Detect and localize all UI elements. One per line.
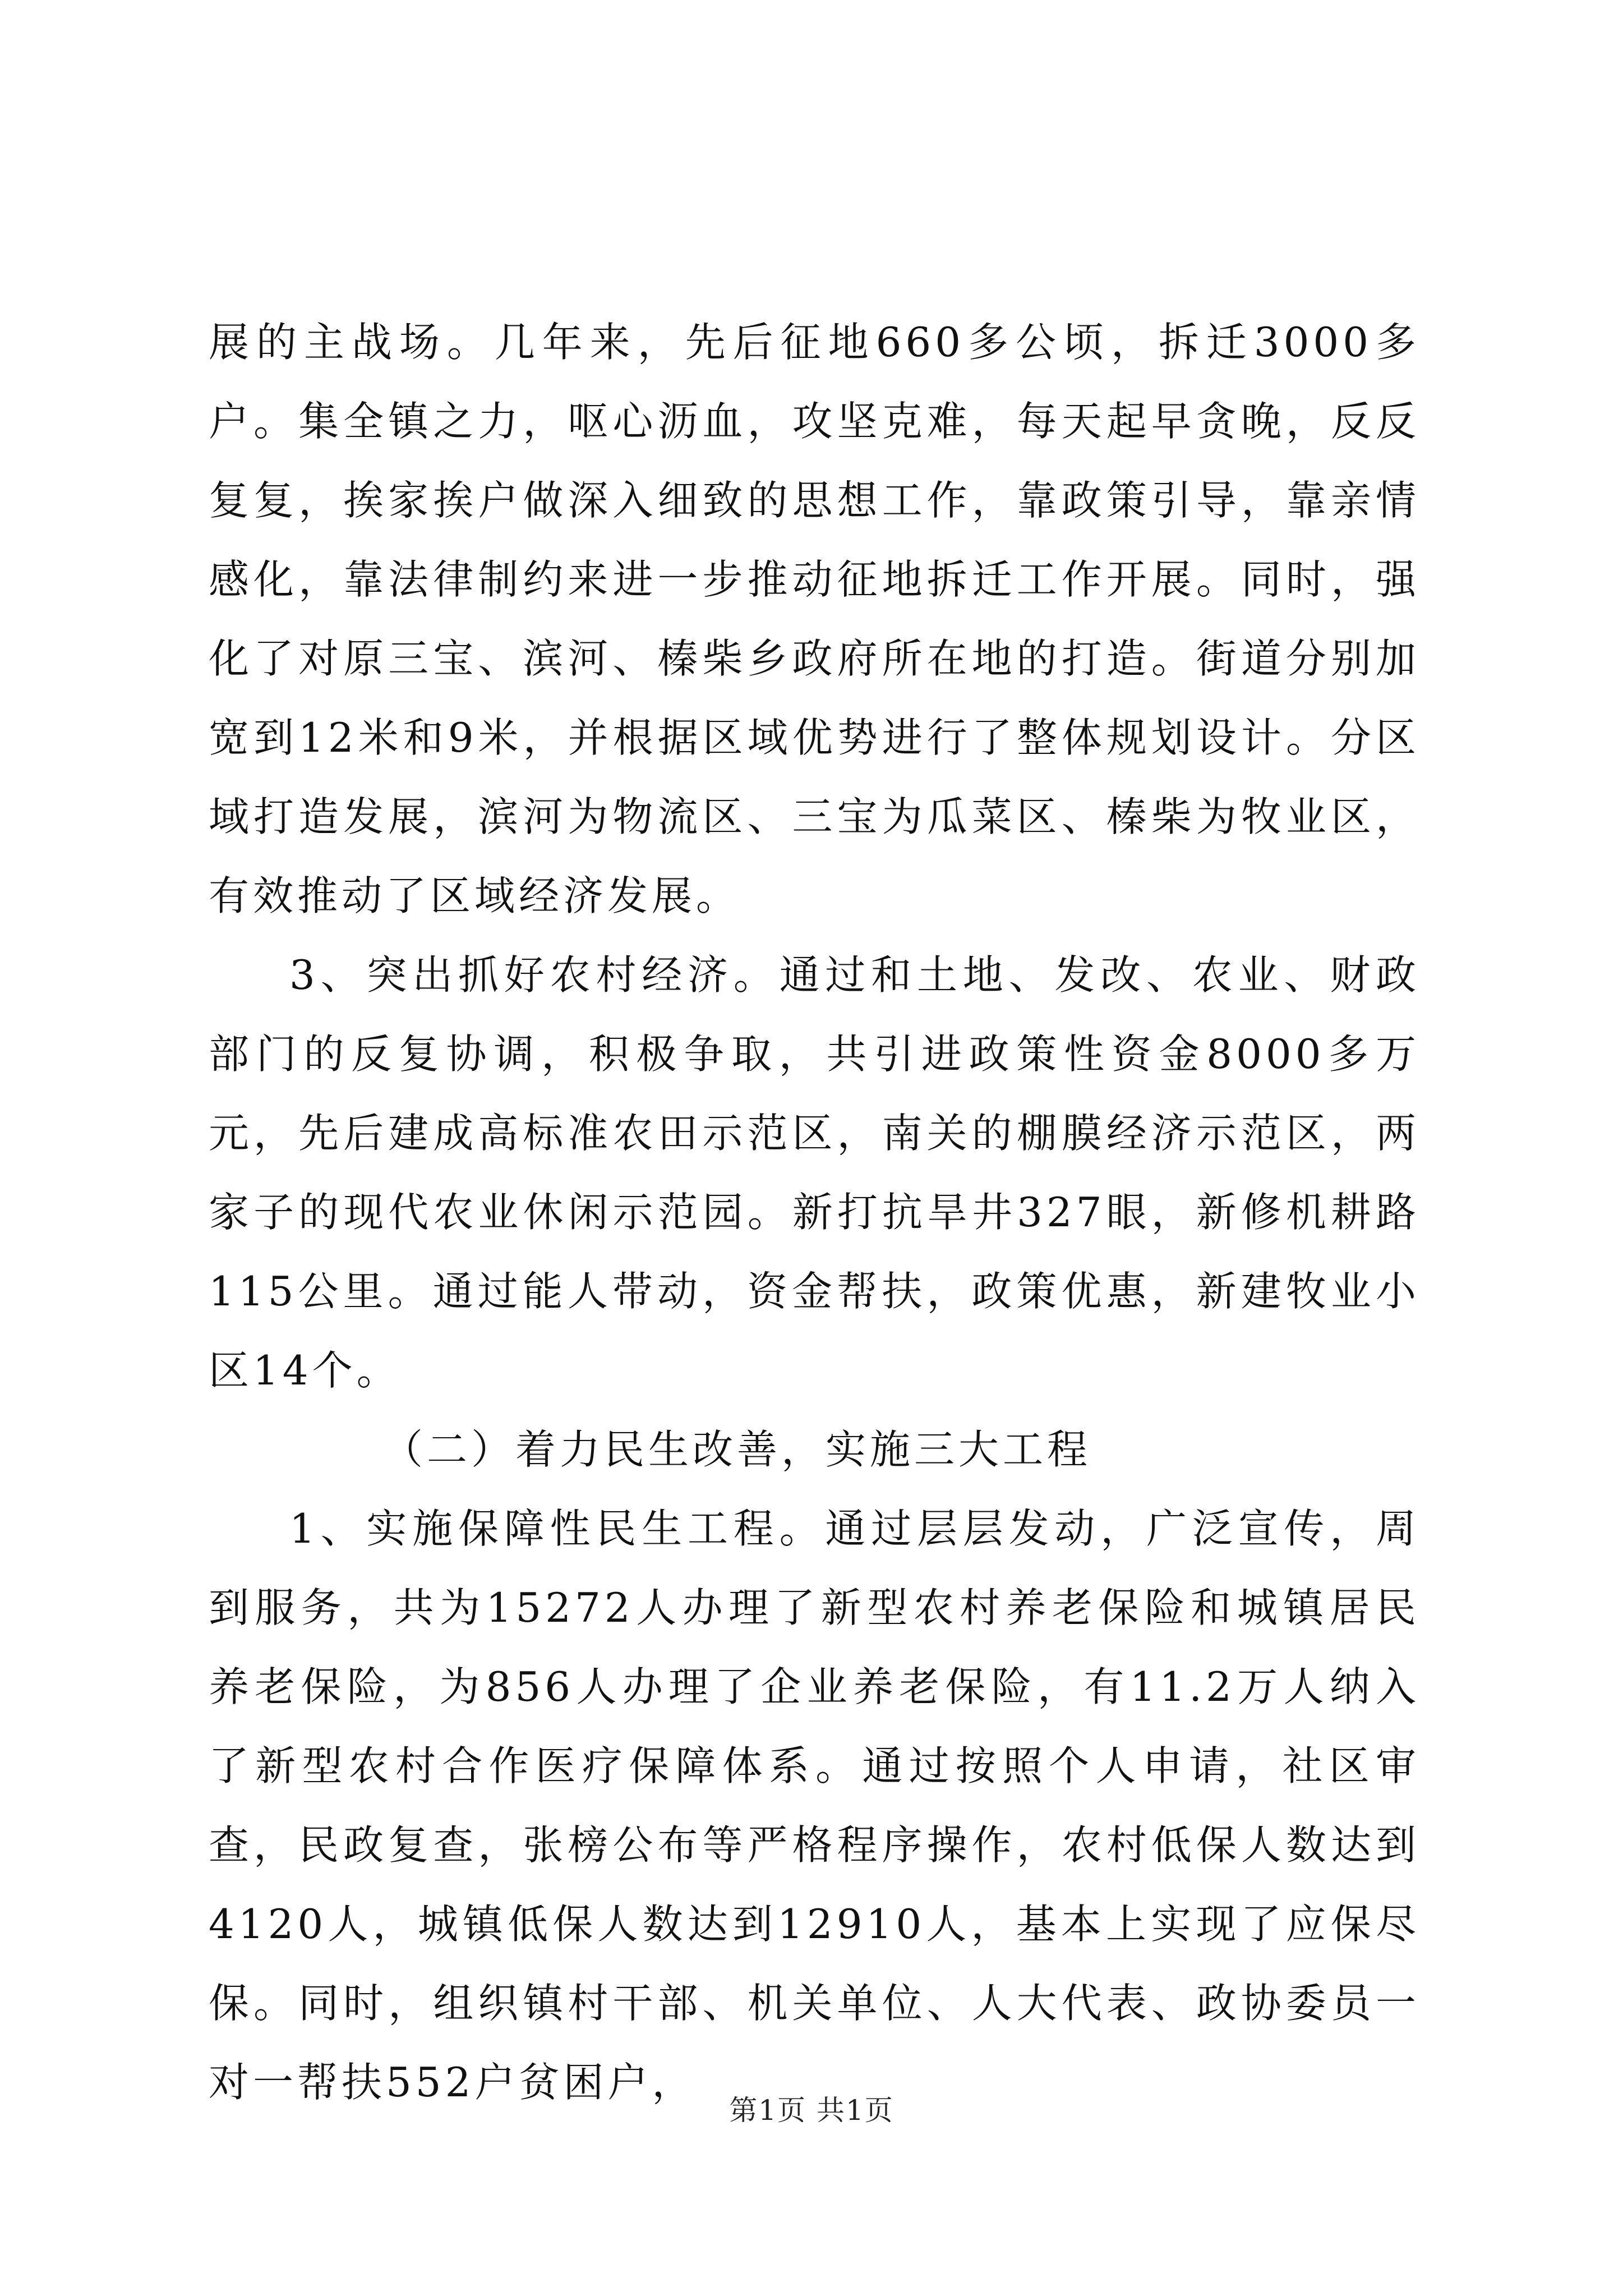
document-body bbox=[209, 303, 1420, 2122]
paragraph-land-acquisition: 展的主战场。几年来，先后征地660多公顷，拆迁3000多户。集全镇之力，呕心沥血，攻坚克难，每天起早贪晚，反反复复，挨家挨户做深入细致的思想工作，靠政策引导，靠亲情感化，靠法律制约来进一步推动征地拆迁工作开展。同时，强化了对原三宝、滨河、榛柴乡政府所在地的打造。街道分别加宽到12米和9米，并根据区域优势进行了整体规划设计。分区域打造发展，滨河为物流区、三宝为瓜菜区、榛柴为牧业区，有效推动了区域经济发展。 bbox=[209, 319, 1420, 919]
page-number-footer: 第1页 共1页 bbox=[729, 2094, 894, 2127]
paragraph-rural-economy: 3、突出抓好农村经济。通过和土地、发改、农业、财政部门的反复协调，积极争取，共引进政策性资金8000多万元，先后建成高标准农田示范区，南关的棚膜经济示范区，两家子的现代农业休闲示范园。新打抗旱井327眼，新修机耕路115公里。通过能人带动，资金帮扶，政策优惠，新建牧业小区14个。 bbox=[209, 951, 1420, 1394]
section-heading-livelihood: （二）着力民生改善，实施三大工程 bbox=[382, 1426, 1092, 1473]
paragraph-social-security: 1、实施保障性民生工程。通过层层发动，广泛宣传，周到服务，共为15272人办理了新型农村养老保险和城镇居民养老保险，为856人办理了企业养老保险，有11.2万人纳入了新型农村合作医疗保障体系。通过按照个人申请，社区审查，民政复查，张榜公布等严格程序操作，农村低保人数达到4120人，城镇低保人数达到12910人，基本上实现了应保尽保。同时，组织镇村干部、机关单位、人大代表、政协委员一对一帮扶552户贫困户， bbox=[209, 1505, 1420, 2106]
